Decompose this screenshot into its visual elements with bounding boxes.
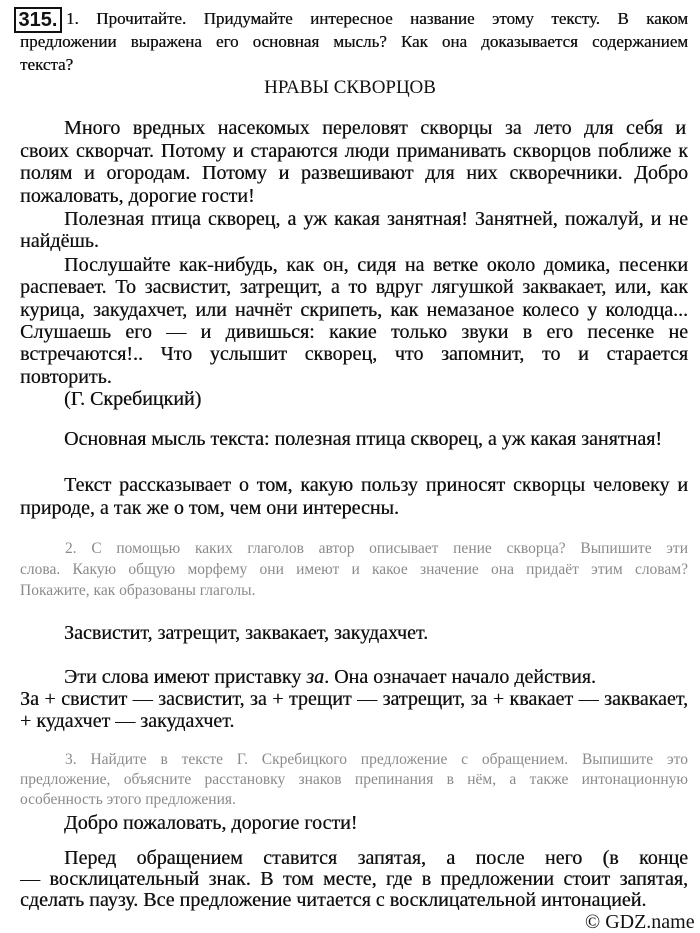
story-line: Полезная птица скворец, а уж какая занятная! Занятней, пожалуй, и не: [64, 208, 688, 230]
task2-line: слова. Какую общую морфему они имеют и какое значение она придаёт этим словам?: [20, 561, 688, 578]
prefix-line-pre: Эти слова имеют приставку: [64, 666, 307, 688]
story-line: курица, закудахчет, или начнёт скрипеть, как немазаное колесо у колодца...: [20, 299, 688, 321]
story-line: Слушаешь его — и дивишься: какие только звуки в его песенке не: [20, 321, 688, 343]
verbs-list: Засвистит, затрещит, заквакает, закудахчет.: [64, 622, 429, 644]
story-line: пожаловать, дорогие гости!: [20, 185, 255, 207]
answer3-line: сделать паузу. Все предложение читается с восклицательной интонацией.: [20, 889, 647, 911]
story-line: Много вредных насекомых переловят скворцы за лето для себя и: [64, 117, 686, 139]
prefix: за: [306, 666, 325, 688]
story-line: повторить.: [20, 366, 112, 388]
story-title: НРАВЫ СКВОРЦОВ: [264, 77, 436, 98]
task2-line: 2. С помощью каких глаголов автор описывает пение скворца? Выпишите эти: [65, 540, 688, 557]
prefix-line-post: . Она означает начало действия.: [324, 666, 596, 688]
exercise-number: 315.: [14, 7, 62, 33]
story-line: своих скворчат. Потому и стараются люди приманивать скворцов поближе к: [20, 140, 688, 162]
story-line: распевает. То засвистит, затрещит, а то вдруг лягушкой заквакает, или, как: [20, 276, 688, 298]
task3-line: предложение, объясните расстановку знаков препинания в нём, а также интонационную: [20, 771, 688, 788]
story-line: полям и огородам. Потому и развешивают для них скворечники. Добро: [20, 162, 688, 184]
address-sentence: Добро пожаловать, дорогие гости!: [64, 812, 358, 834]
watermark: © GDZ.name: [585, 911, 695, 933]
prefix-line: [64, 666, 596, 688]
task1-line: предложении выражена его основная мысль? Как она доказывается содержанием: [20, 32, 688, 51]
task3-line: особенность этого предложения.: [20, 791, 236, 808]
task1-line: 1. Прочитайте. Придумайте интересное название этому тексту. В каком: [66, 9, 688, 28]
answer1-line: природе, а так же о том, чем они интересны.: [20, 497, 399, 519]
story-line: найдёшь.: [20, 230, 99, 252]
story-line: Послушайте как-нибудь, как он, сидя на ветке около домика, песенки: [64, 254, 688, 276]
answer3-line: Перед обращением ставится запятая, а после него (в конце: [64, 848, 688, 869]
answer2-line: За + свистит — засвистит, за + трещит — затрещит, за + квакает — заквакает,: [20, 688, 688, 710]
story-line: встречаются!.. Что услышит скворец, что запомнит, то и старается: [20, 343, 688, 365]
task3-line: 3. Найдите в тексте Г. Скребицкого предложение с обращением. Выпишите это: [65, 751, 688, 768]
story-author: (Г. Скребицкий): [64, 388, 202, 410]
answer3-line: — восклицательный знак. В том месте, где в предложении стоит запятая,: [20, 869, 688, 890]
main-idea: Основная мысль текста: полезная птица скворец, а уж какая занятная!: [64, 428, 662, 450]
answer1-line: Текст рассказывает о том, какую пользу приносят скворцы человеку и: [64, 474, 688, 496]
answer2-line: + кудахчет — закудахчет.: [20, 710, 235, 732]
task1-line: текста?: [20, 55, 74, 74]
task2-line: Покажите, как образованы глаголы.: [20, 582, 256, 599]
